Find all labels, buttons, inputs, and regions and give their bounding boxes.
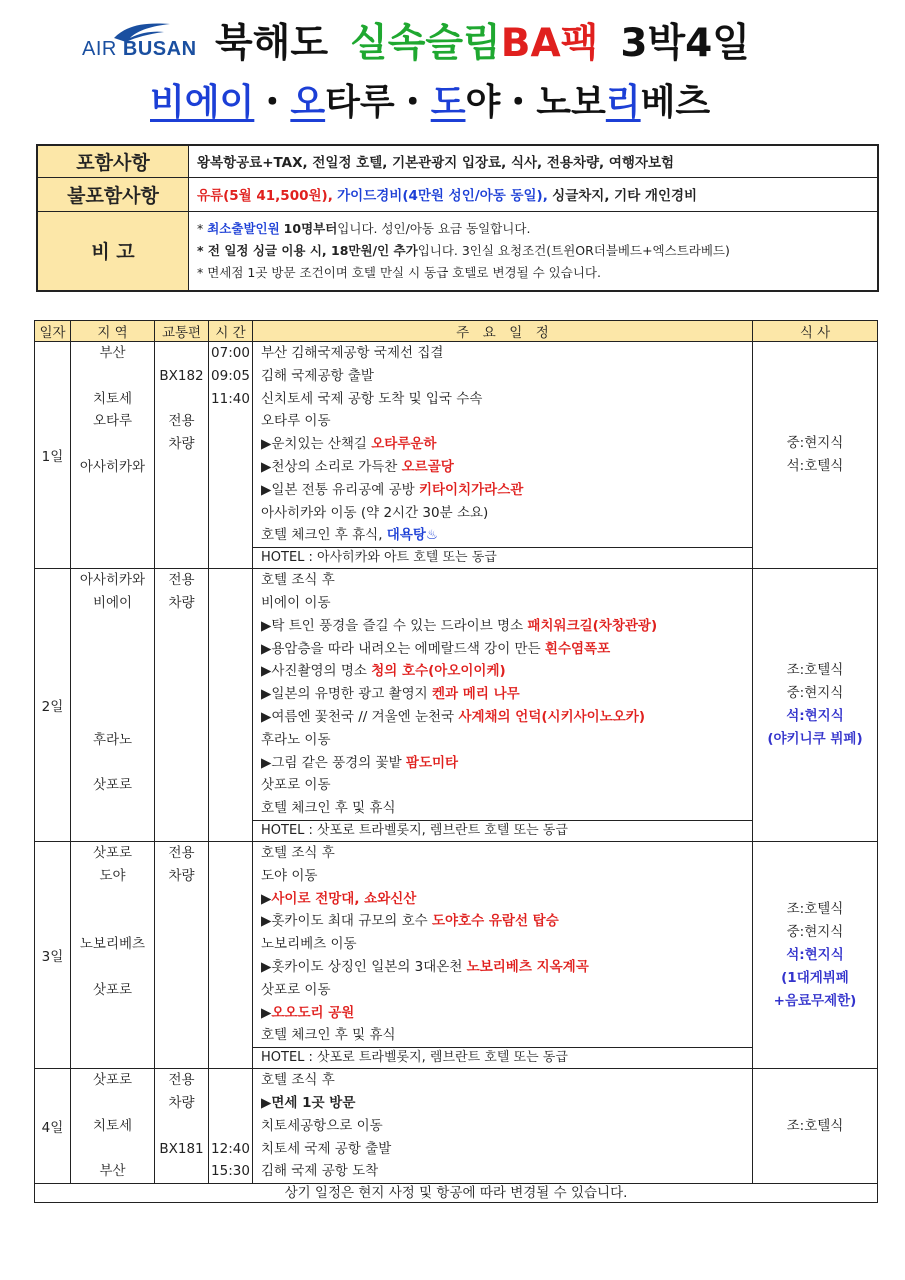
plan-text: 김해 국제 공항 도착 xyxy=(261,1163,379,1180)
transport-cell xyxy=(155,342,208,365)
region-cell xyxy=(71,433,154,456)
region-cell: 오타루 xyxy=(92,413,133,430)
time-cell xyxy=(209,502,252,525)
time-cell xyxy=(209,956,252,979)
plan-text: 비에이 이동 xyxy=(261,594,331,611)
header-plan: 주 요 일 정 xyxy=(253,321,753,342)
page-subtitle: 비에이・오타루・도야・노보리베츠 xyxy=(150,82,711,123)
region-cell xyxy=(71,502,154,525)
plan-line xyxy=(253,1024,752,1047)
region-cell: 삿포로 xyxy=(92,844,133,861)
time-cell xyxy=(209,842,252,865)
plan-line xyxy=(253,1160,752,1183)
plan-text: ▶홋카이도 상징인 일본의 3대온천 xyxy=(261,958,467,975)
region-column xyxy=(71,342,155,569)
plan-text: 후라노 이동 xyxy=(261,731,331,748)
plan-text: 치토세 국제 공항 출발 xyxy=(261,1140,392,1157)
meal-item: 조:호텔식 xyxy=(786,662,844,679)
plan-line xyxy=(253,524,752,547)
region-cell xyxy=(71,1138,154,1161)
time-cell xyxy=(209,888,252,911)
plan-line xyxy=(253,752,752,775)
plan-text: 오르골당 xyxy=(401,458,454,475)
region-cell xyxy=(71,797,154,820)
transport-cell xyxy=(155,706,208,729)
region-cell xyxy=(71,910,154,933)
header-region: 지 역 xyxy=(71,321,155,342)
hotel-line: HOTEL : 삿포로 트라벨롯지, 렘브란트 호텔 또는 동급 xyxy=(253,1047,752,1068)
plan-line xyxy=(253,660,752,683)
plan-line xyxy=(253,1069,752,1092)
region-cell: 치토세 xyxy=(92,1117,133,1134)
transport-cell xyxy=(155,888,208,911)
plan-text: 부산 김해국제공항 국제선 집결 xyxy=(261,345,444,361)
meal-item: 조:호텔식 xyxy=(786,900,844,917)
remark-label: 비 고 xyxy=(37,211,189,291)
time-cell xyxy=(209,456,252,479)
time-cell: 15:30 xyxy=(211,1163,250,1180)
hotel-line: HOTEL : 삿포로 트라벨롯지, 렘브란트 호텔 또는 동급 xyxy=(253,820,752,841)
plan-line xyxy=(253,1115,752,1138)
plan-text: 삿포로 이동 xyxy=(261,981,331,998)
plan-line xyxy=(253,865,752,888)
plan-column xyxy=(253,342,753,569)
meal-item: 중:현지식 xyxy=(786,435,844,452)
meal-item: 석:현지식 xyxy=(786,946,844,963)
transport-cell xyxy=(155,752,208,775)
meal-item: (1대게뷔페 xyxy=(781,969,849,986)
schedule-table xyxy=(34,320,878,1203)
plan-text: 청의 호수(아오이이케) xyxy=(371,663,506,680)
region-column xyxy=(71,1069,155,1184)
day-number: 4일 xyxy=(35,1069,71,1184)
time-cell xyxy=(209,683,252,706)
time-cell xyxy=(209,706,252,729)
region-cell: 삿포로 xyxy=(92,1072,133,1089)
time-cell xyxy=(209,592,252,615)
transport-cell xyxy=(155,660,208,683)
schedule-day-row xyxy=(35,569,878,842)
plan-line xyxy=(253,410,752,433)
plan-text: ▶여름엔 꽃천국 // 겨울엔 눈천국 xyxy=(261,708,459,725)
schedule-day-row xyxy=(35,342,878,569)
region-cell xyxy=(71,479,154,502)
transport-cell: 차량 xyxy=(168,594,195,611)
plan-text: 노보리베츠 지옥계곡 xyxy=(466,958,589,975)
meal-column xyxy=(753,841,878,1068)
transport-cell xyxy=(155,774,208,797)
hotel-line: HOTEL : 아사히카와 아트 호텔 또는 동급 xyxy=(253,547,752,568)
time-cell xyxy=(209,615,252,638)
time-column xyxy=(209,342,253,569)
time-cell xyxy=(209,865,252,888)
plan-text: ▶홋카이도 최대 규모의 호수 xyxy=(261,913,432,930)
time-cell xyxy=(209,910,252,933)
plan-line xyxy=(253,433,752,456)
meal-item: 중:현지식 xyxy=(786,923,844,940)
day-number: 1일 xyxy=(35,342,71,569)
plan-text: 김해 국제공항 출발 xyxy=(261,367,374,384)
time-cell xyxy=(209,433,252,456)
plan-text: 도야호수 유람선 탑승 xyxy=(432,913,559,930)
region-cell xyxy=(71,1002,154,1025)
region-cell xyxy=(71,956,154,979)
plan-text: 켄과 메리 나무 xyxy=(432,686,520,703)
region-cell: 도야 xyxy=(99,867,126,884)
plan-line xyxy=(253,479,752,502)
plan-line xyxy=(253,910,752,933)
time-cell: 07:00 xyxy=(211,345,250,361)
time-column xyxy=(209,841,253,1068)
plan-text: ▶ xyxy=(261,1004,272,1021)
region-cell: 후라노 xyxy=(92,731,133,748)
plan-line xyxy=(253,592,752,615)
day-number: 2일 xyxy=(35,569,71,842)
schedule-header-row xyxy=(35,321,878,342)
plan-text: 호텔 체크인 후 및 휴식 xyxy=(261,1027,396,1044)
transport-cell xyxy=(155,933,208,956)
plan-column xyxy=(253,841,753,1068)
region-cell: 삿포로 xyxy=(92,777,133,794)
plan-text: ▶그림 같은 풍경의 꽃밭 xyxy=(261,754,406,771)
day-number: 3일 xyxy=(35,841,71,1068)
region-cell xyxy=(71,706,154,729)
region-cell: 아사히카와 xyxy=(79,572,146,589)
transport-cell: 차량 xyxy=(168,867,195,884)
remark-value: * 최소출발인원 10명부터입니다. 성인/아동 요금 동일합니다. * 전 일정 싱글 이용 시, 18만원/인 추가입니다. 3인실 요청조건(트윈OR더블베드+엑스트라베드) * 면세점 1곳 방문 조건이며 호텔 만실 시 동급 호텔로 변경될 수 있습니다. xyxy=(189,211,879,291)
plan-column xyxy=(253,1069,753,1184)
schedule-footer-row xyxy=(35,1184,878,1203)
included-value: 왕복항공료+TAX, 전일정 호텔, 기본관광지 입장료, 식사, 전용차량, 여행자보험 xyxy=(189,145,879,177)
plan-line xyxy=(253,638,752,661)
region-cell xyxy=(71,752,154,775)
time-cell: 12:40 xyxy=(211,1140,250,1157)
transport-cell xyxy=(155,638,208,661)
region-cell xyxy=(71,1092,154,1115)
time-column xyxy=(209,1069,253,1184)
time-cell: 09:05 xyxy=(211,367,250,384)
plan-text: ▶탁 트인 풍경을 즐길 수 있는 드라이브 명소 xyxy=(261,617,528,634)
included-label: 포함사항 xyxy=(37,145,189,177)
plan-line xyxy=(253,1092,752,1115)
plan-text: 신치토세 국제 공항 도착 및 입국 수속 xyxy=(261,390,483,407)
transport-cell xyxy=(155,1002,208,1025)
meal-column xyxy=(753,1069,878,1184)
plan-text: 팜도미타 xyxy=(405,754,459,771)
region-cell: 노보리베츠 xyxy=(79,936,146,953)
time-cell xyxy=(209,479,252,502)
plan-line xyxy=(253,729,752,752)
plan-line xyxy=(253,456,752,479)
spacer xyxy=(155,1047,208,1067)
meal-item: 석:호텔식 xyxy=(786,458,844,475)
transport-cell: 전용 xyxy=(168,844,195,861)
plan-line xyxy=(253,888,752,911)
excluded-value: 유류(5월 41,500원), 가이드경비(4만원 성인/아동 동일), 싱글차지, 기타 개인경비 xyxy=(189,177,879,211)
transport-cell xyxy=(155,729,208,752)
plan-text: 호텔 체크인 후 휴식, xyxy=(261,527,387,544)
region-cell xyxy=(71,615,154,638)
plan-line xyxy=(253,683,752,706)
header-day: 일자 xyxy=(35,321,71,342)
transport-cell xyxy=(155,524,208,547)
region-cell: 부산 xyxy=(99,1163,126,1180)
meal-item: +음료무제한) xyxy=(773,992,857,1009)
excluded-label: 불포함사항 xyxy=(37,177,189,211)
plan-text: ▶용암층을 따라 내려오는 에메랄드색 강이 만든 xyxy=(261,640,545,657)
transport-cell xyxy=(155,956,208,979)
plan-text: 노보리베츠 이동 xyxy=(261,936,357,953)
plan-line xyxy=(253,388,752,411)
plan-text: 패치워크길(차창관광) xyxy=(527,617,658,634)
plan-line xyxy=(253,933,752,956)
plan-text: 오타루 이동 xyxy=(261,413,331,430)
transport-column xyxy=(155,1069,209,1184)
transport-cell: 전용 xyxy=(168,1072,195,1089)
region-cell: 부산 xyxy=(99,345,126,361)
region-cell xyxy=(71,365,154,388)
time-cell xyxy=(209,569,252,592)
meal-item: 중:현지식 xyxy=(786,685,844,702)
region-cell: 삿포로 xyxy=(92,981,133,998)
plan-line xyxy=(253,502,752,525)
region-column xyxy=(71,569,155,842)
time-cell xyxy=(209,1092,252,1115)
time-cell xyxy=(209,1002,252,1025)
plan-text: 도야 이동 xyxy=(261,867,318,884)
plan-text: 호텔 조식 후 xyxy=(261,844,335,861)
region-cell xyxy=(71,1024,154,1047)
meal-item: 석:현지식 xyxy=(786,708,844,725)
spacer xyxy=(155,820,208,840)
transport-cell xyxy=(155,479,208,502)
plan-line xyxy=(253,842,752,865)
time-cell xyxy=(209,1115,252,1138)
schedule-footer-note: 상기 일정은 현지 사정 및 항공에 따라 변경될 수 있습니다. xyxy=(35,1184,878,1203)
header-meal: 식 사 xyxy=(753,321,878,342)
plan-text: 사이로 전망대, 쇼와신산 xyxy=(271,890,417,907)
spacer xyxy=(155,547,208,567)
plan-text: 치토세공항으로 이동 xyxy=(261,1117,383,1134)
schedule-day-row xyxy=(35,1069,878,1184)
plan-text: ▶일본 전통 유리공예 공방 xyxy=(261,481,419,498)
spacer xyxy=(71,1047,154,1067)
region-cell xyxy=(71,660,154,683)
transport-cell xyxy=(155,979,208,1002)
transport-cell xyxy=(155,388,208,411)
transport-cell: 전용 xyxy=(168,413,195,430)
plan-line xyxy=(253,615,752,638)
plan-line xyxy=(253,774,752,797)
time-cell xyxy=(209,638,252,661)
region-column xyxy=(71,841,155,1068)
plan-text: 오타루운하 xyxy=(371,436,437,453)
spacer xyxy=(209,820,252,840)
region-cell: 아사히카와 xyxy=(79,458,146,475)
plan-text: 키타이치가라스관 xyxy=(418,481,524,498)
time-cell xyxy=(209,1024,252,1047)
plan-line xyxy=(253,365,752,388)
transport-cell: 차량 xyxy=(168,436,195,453)
region-cell: 비에이 xyxy=(92,594,133,611)
time-column xyxy=(209,569,253,842)
transport-cell xyxy=(155,1160,208,1183)
package-info-table xyxy=(36,144,879,292)
transport-cell xyxy=(155,910,208,933)
header-time: 시 간 xyxy=(209,321,253,342)
plan-text: ▶사진촬영의 명소 xyxy=(261,663,372,680)
plan-line xyxy=(253,797,752,820)
plan-line xyxy=(253,979,752,1002)
plan-text: ▶일본의 유명한 광고 촬영지 xyxy=(261,686,432,703)
time-cell xyxy=(209,979,252,1002)
spacer xyxy=(71,547,154,567)
transport-cell: BX181 xyxy=(159,1140,204,1157)
plan-text: 사계채의 언덕(시키사이노오카) xyxy=(458,708,646,725)
time-cell xyxy=(209,1069,252,1092)
transport-cell xyxy=(155,1115,208,1138)
spacer xyxy=(71,820,154,840)
region-cell xyxy=(71,888,154,911)
plan-text: 오오도리 공원 xyxy=(271,1004,355,1021)
time-cell xyxy=(209,410,252,433)
plan-line xyxy=(253,1138,752,1161)
spacer xyxy=(209,547,252,567)
schedule-day-row xyxy=(35,841,878,1068)
page-title: 북해도 실속슬림BA팩 3박4일 xyxy=(215,21,750,66)
time-cell xyxy=(209,933,252,956)
spacer xyxy=(209,1047,252,1067)
time-cell xyxy=(209,660,252,683)
meal-item: (야키니쿠 뷔페) xyxy=(767,731,863,748)
plan-column xyxy=(253,569,753,842)
transport-cell xyxy=(155,1024,208,1047)
transport-cell xyxy=(155,683,208,706)
plan-text: ▶천상의 소리로 가득찬 xyxy=(261,458,402,475)
plan-line xyxy=(253,342,752,365)
transport-cell xyxy=(155,615,208,638)
logo-text: AIR BUSAN xyxy=(82,38,197,60)
region-cell xyxy=(71,683,154,706)
region-cell xyxy=(71,638,154,661)
plan-text: 대욕탕♨ xyxy=(386,527,439,544)
transport-cell xyxy=(155,456,208,479)
header-transport: 교통편 xyxy=(155,321,209,342)
meal-item: 조:호텔식 xyxy=(786,1117,844,1134)
plan-line xyxy=(253,956,752,979)
transport-cell: BX182 xyxy=(159,367,204,384)
transport-cell: 차량 xyxy=(168,1094,195,1111)
plan-text: 아사히카와 이동 (약 2시간 30분 소요) xyxy=(261,504,489,521)
time-cell xyxy=(209,774,252,797)
plan-text: 호텔 조식 후 xyxy=(261,1072,335,1089)
time-cell xyxy=(209,797,252,820)
plan-text: 삿포로 이동 xyxy=(261,777,331,794)
plan-text: ▶운치있는 산책길 xyxy=(261,436,372,453)
transport-column xyxy=(155,841,209,1068)
time-cell xyxy=(209,752,252,775)
transport-cell xyxy=(155,797,208,820)
transport-column xyxy=(155,569,209,842)
meal-column xyxy=(753,569,878,842)
time-cell xyxy=(209,524,252,547)
transport-cell: 전용 xyxy=(168,572,195,589)
time-cell xyxy=(209,729,252,752)
plan-line xyxy=(253,569,752,592)
region-cell xyxy=(71,524,154,547)
time-cell: 11:40 xyxy=(211,390,250,407)
plan-line xyxy=(253,706,752,729)
transport-cell xyxy=(155,502,208,525)
plan-text: 흰수염폭포 xyxy=(544,640,611,657)
region-cell: 치토세 xyxy=(92,390,133,407)
air-busan-logo xyxy=(82,20,197,60)
plan-text: 호텔 체크인 후 및 휴식 xyxy=(261,800,396,817)
meal-column xyxy=(753,342,878,569)
plan-text: ▶면세 1곳 방문 xyxy=(261,1094,356,1111)
plan-text: 호텔 조식 후 xyxy=(261,572,335,589)
transport-column xyxy=(155,342,209,569)
plan-text: ▶ xyxy=(261,890,272,907)
plan-line xyxy=(253,1002,752,1025)
